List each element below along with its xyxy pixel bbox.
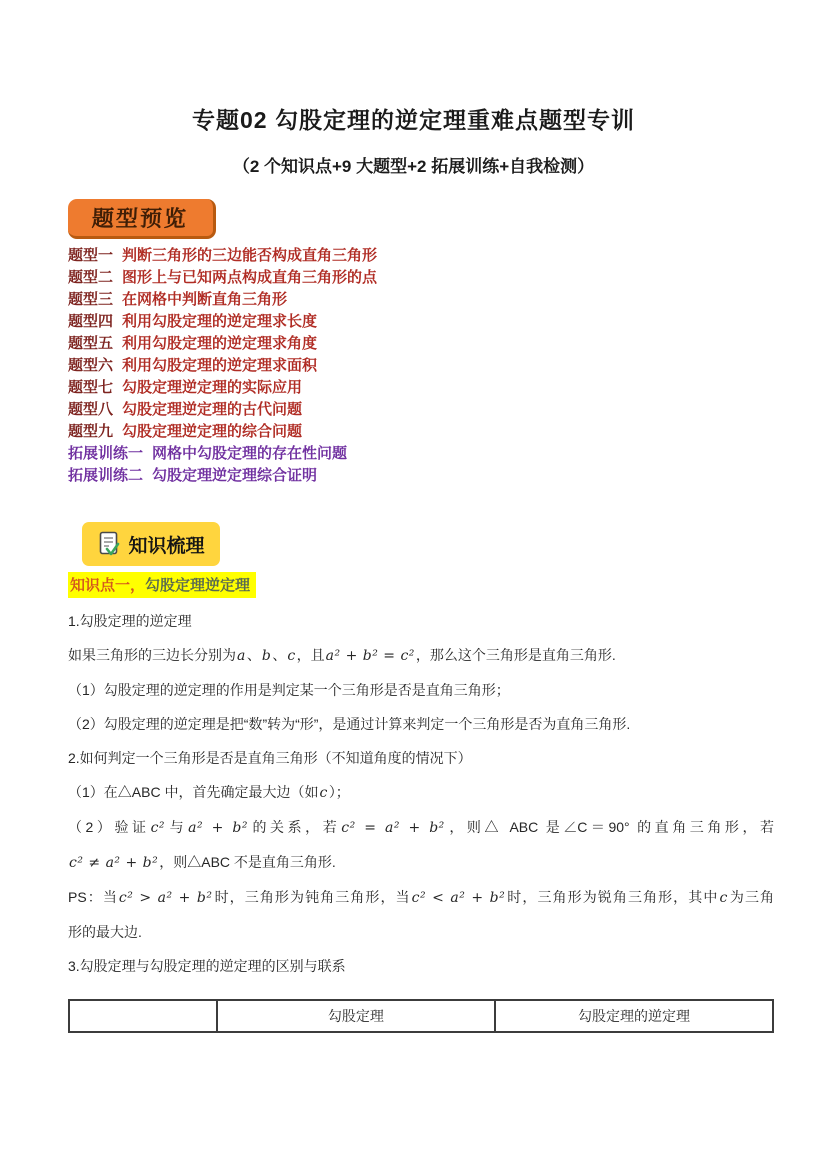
preview-item-text: 勾股定理逆定理综合证明: [152, 467, 318, 484]
topic-preview-badge: [68, 199, 216, 239]
preview-item-text: 利用勾股定理的逆定理求长度: [122, 313, 318, 330]
preview-item-label: 拓展训练一: [68, 445, 144, 462]
math-expression: c² = a² + b²: [341, 820, 445, 836]
math-expression: c² > a² + b²: [118, 890, 213, 906]
math-expression: a: [237, 648, 246, 664]
paragraph-text: 2.如何判定一个三角形是否是直角三角形（不知道角度的情况下）: [68, 750, 472, 766]
knowledge-point-title: 勾股定理逆定理: [145, 577, 251, 594]
knowledge-paragraph: [68, 810, 774, 845]
preview-item-text: 勾股定理逆定理的综合问题: [122, 423, 303, 440]
paragraph-text: （2）勾股定理的逆定理是把“数”转为“形”，是通过计算来判定一个三角形是否为直角三角形.: [68, 716, 631, 732]
math-expression: c: [319, 785, 328, 801]
page-title: 专题02 勾股定理的逆定理重难点题型专训: [192, 107, 635, 133]
preview-item-label: 题型二: [68, 269, 114, 286]
table-header-cell: 勾股定理的逆定理: [495, 1000, 773, 1032]
knowledge-review-badge-label: 知识梳理: [128, 535, 205, 557]
math-expression: a² + b² = c²: [325, 648, 415, 664]
math-expression: a² + b²: [188, 820, 248, 836]
knowledge-paragraphs: [68, 604, 774, 983]
preview-item-text: 网格中勾股定理的存在性问题: [152, 445, 348, 462]
preview-item-label: 题型六: [68, 357, 114, 374]
preview-item-text: 判断三角形的三边能否构成直角三角形: [122, 247, 378, 264]
math-expression: c² < a² + b²: [411, 890, 506, 906]
knowledge-paragraph: [68, 775, 774, 810]
math-expression: c: [719, 890, 728, 906]
comparison-table: [68, 999, 774, 1033]
knowledge-paragraph: [68, 604, 774, 638]
knowledge-point-prefix: 知识点一，: [70, 577, 146, 594]
preview-list-item: [68, 267, 377, 289]
preview-list-item: [68, 377, 377, 399]
preview-item-text: 利用勾股定理的逆定理求面积: [122, 357, 318, 374]
math-expression: c: [287, 648, 296, 664]
paragraph-text: ，那么这个三角形是直角三角形.: [415, 647, 616, 663]
preview-list-item: [68, 399, 377, 421]
preview-list-item: [68, 355, 377, 377]
knowledge-point-heading: [68, 572, 256, 598]
paragraph-text: 3.勾股定理与勾股定理的逆定理的区别与联系: [68, 958, 346, 974]
knowledge-paragraph: [68, 673, 774, 707]
paragraph-text: （2）验证: [68, 819, 150, 835]
knowledge-paragraph: [68, 638, 774, 673]
preview-item-text: 勾股定理逆定理的实际应用: [122, 379, 303, 396]
paragraph-text: ，则△ ABC 是∠C＝90° 的直角三角形，若: [445, 819, 774, 835]
math-expression: c²: [150, 820, 166, 836]
topic-preview-badge-label: 题型预览: [91, 206, 190, 231]
paragraph-text: （1）在△ABC 中，首先确定最大边（如: [68, 784, 319, 800]
preview-item-text: 在网格中判断直角三角形: [122, 291, 288, 308]
preview-item-label: 题型四: [68, 313, 114, 330]
preview-list-item: [68, 443, 377, 465]
paragraph-text: 形的最大边.: [68, 924, 142, 940]
knowledge-paragraph: [68, 915, 774, 949]
math-expression: b: [261, 648, 272, 664]
preview-item-text: 勾股定理逆定理的古代问题: [122, 401, 303, 418]
preview-item-label: 题型九: [68, 423, 114, 440]
preview-item-label: 题型一: [68, 247, 114, 264]
preview-item-label: 题型七: [68, 379, 114, 396]
preview-list-item: [68, 333, 377, 355]
paragraph-text: 、: [246, 647, 261, 663]
paragraph-text: 、: [272, 647, 287, 663]
paragraph-text: 时，三角形为钝角三角形，当: [213, 889, 411, 905]
knowledge-paragraph: [68, 741, 774, 775]
preview-item-text: 图形上与已知两点构成直角三角形的点: [122, 269, 378, 286]
document-check-icon: [97, 531, 120, 557]
knowledge-paragraph: [68, 880, 774, 915]
paragraph-text: 与: [166, 819, 188, 835]
table-header-cell: 勾股定理: [217, 1000, 495, 1032]
math-expression: c² ≠ a² + b²: [69, 855, 159, 871]
preview-list-item: [68, 245, 377, 267]
preview-item-label: 题型八: [68, 401, 114, 418]
paragraph-text: ，且: [296, 647, 325, 663]
paragraph-text: 如果三角形的三边长分别为: [68, 647, 236, 663]
paragraph-text: 为三角: [728, 889, 775, 905]
knowledge-review-badge: [82, 522, 220, 566]
paragraph-text: 的关系，若: [248, 819, 341, 835]
preview-list-item: [68, 421, 377, 443]
preview-list-item: [68, 311, 377, 333]
preview-item-text: 利用勾股定理的逆定理求角度: [122, 335, 318, 352]
paragraph-text: 时，三角形为锐角三角形，其中: [506, 889, 719, 905]
paragraph-text: ）；: [328, 784, 350, 800]
table-header-cell: [69, 1000, 217, 1032]
page-subtitle: （2 个知识点+9 大题型+2 拓展训练+自我检测）: [232, 157, 595, 176]
knowledge-paragraph: [68, 845, 774, 880]
comparison-table-header-row: [69, 1000, 773, 1032]
knowledge-paragraph: [68, 949, 774, 983]
preview-item-label: 题型五: [68, 335, 114, 352]
preview-item-label: 拓展训练二: [68, 467, 144, 484]
preview-list-item: [68, 289, 377, 311]
paragraph-text: PS：当: [68, 889, 118, 905]
paragraph-text: 1.勾股定理的逆定理: [68, 613, 192, 629]
topic-preview-list: [68, 245, 377, 487]
paragraph-text: ，则△ABC 不是直角三角形.: [159, 854, 336, 870]
preview-list-item: [68, 465, 377, 487]
preview-item-label: 题型三: [68, 291, 114, 308]
knowledge-paragraph: [68, 707, 774, 741]
paragraph-text: （1）勾股定理的逆定理的作用是判定某一个三角形是否是直角三角形；: [68, 682, 510, 698]
